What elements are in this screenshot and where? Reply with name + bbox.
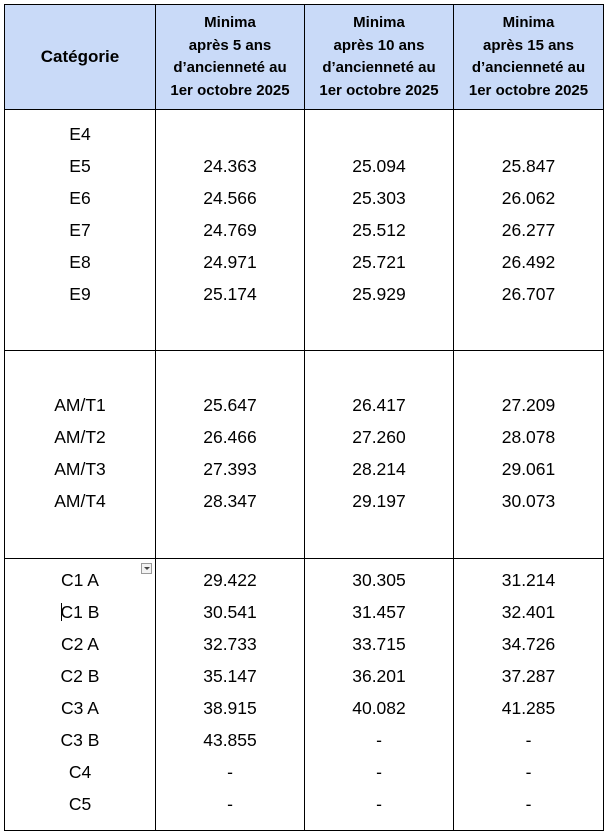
value: 24.363	[203, 156, 257, 176]
value-cell-15-ans[interactable]	[454, 559, 604, 831]
value: 25.303	[352, 188, 406, 208]
group-row-employes	[5, 110, 604, 351]
value-cell-10-ans[interactable]	[305, 351, 454, 559]
header-line: Minima	[204, 14, 256, 31]
value: 25.929	[352, 284, 406, 304]
value: 29.061	[501, 459, 556, 479]
category-label: AM/T4	[54, 491, 106, 511]
value: 34.726	[501, 634, 556, 654]
category-label: AM/T2	[54, 427, 106, 447]
value: -	[525, 794, 532, 814]
header-line: après 5 ans	[188, 36, 272, 54]
value-cell-15-ans[interactable]	[454, 110, 604, 351]
header-row	[5, 5, 604, 110]
category-label: C1 A	[61, 570, 99, 590]
value: 25.647	[203, 395, 257, 415]
category-label-with-cursor	[5, 596, 155, 628]
value-cell-5-ans[interactable]	[156, 351, 305, 559]
value: 38.915	[203, 698, 257, 718]
value: 29.197	[352, 491, 406, 511]
value: 31.457	[352, 602, 406, 622]
dropdown-arrow-icon[interactable]	[141, 563, 152, 574]
header-line: Minima	[502, 14, 555, 31]
value: 37.287	[501, 666, 556, 686]
value-cell-5-ans[interactable]	[156, 559, 305, 831]
category-label: AM/T1	[54, 395, 106, 415]
value: 32.733	[203, 634, 257, 654]
value: 43.855	[203, 730, 257, 750]
value: 25.174	[203, 284, 257, 304]
value: 25.512	[352, 220, 406, 240]
value: 36.201	[352, 666, 406, 686]
value: 41.285	[501, 698, 556, 718]
value: 25.721	[352, 252, 406, 272]
header-col-10-ans[interactable]	[305, 5, 454, 110]
value: 35.147	[203, 666, 257, 686]
value	[454, 118, 603, 150]
header-line: Minima	[353, 14, 405, 31]
header-line: d’ancienneté au	[322, 59, 436, 76]
value: 27.260	[352, 427, 406, 447]
value: 26.062	[501, 188, 556, 208]
value-cell-10-ans[interactable]	[305, 559, 454, 831]
value-cell-10-ans[interactable]	[305, 110, 454, 351]
category-label: C4	[68, 762, 92, 782]
value: 24.971	[203, 252, 257, 272]
category-label: C2 A	[61, 634, 99, 654]
value: 29.422	[203, 570, 257, 590]
value: 26.466	[203, 427, 257, 447]
value: 32.401	[501, 602, 556, 622]
value: 40.082	[352, 698, 406, 718]
value: 28.078	[501, 427, 556, 447]
value: -	[525, 762, 532, 782]
header-line: d’ancienneté au	[173, 59, 287, 76]
value: 26.417	[352, 395, 406, 415]
header-col-5-ans[interactable]	[156, 5, 305, 110]
value: 28.214	[352, 459, 406, 479]
value: 25.847	[501, 156, 556, 176]
value: -	[376, 730, 382, 750]
value: 27.209	[501, 395, 556, 415]
group-row-cadres	[5, 559, 604, 831]
value: 26.707	[501, 284, 556, 304]
category-label: C2 B	[60, 666, 100, 686]
header-col-15-ans[interactable]	[454, 5, 604, 110]
category-cell[interactable]	[5, 110, 156, 351]
header-line: 1er octobre 2025	[319, 81, 439, 99]
header-category[interactable]: Catégorie	[5, 5, 156, 110]
value-cell-5-ans[interactable]	[156, 110, 305, 351]
value: 26.277	[501, 220, 556, 240]
value: 28.347	[203, 491, 257, 511]
category-label: E6	[69, 188, 91, 208]
value-cell-15-ans[interactable]	[454, 351, 604, 559]
category-label: C3 B	[60, 730, 100, 750]
value	[305, 118, 453, 150]
category-label: E7	[69, 220, 91, 240]
header-line: d’ancienneté au	[471, 59, 586, 76]
value: -	[525, 730, 532, 750]
category-label: E8	[69, 252, 91, 272]
category-label: E4	[69, 124, 91, 144]
category-cell[interactable]	[5, 351, 156, 559]
header-line: après 10 ans	[333, 36, 425, 54]
category-label: C1 B	[60, 602, 100, 622]
value: 33.715	[352, 634, 406, 654]
category-label: C5	[68, 794, 92, 814]
minima-table	[4, 4, 604, 831]
value: 30.541	[203, 602, 257, 622]
value: -	[376, 762, 382, 782]
value: -	[227, 762, 233, 782]
category-label: C3 A	[61, 698, 99, 718]
header-line: 1er octobre 2025	[468, 81, 589, 99]
value: 25.094	[352, 156, 406, 176]
value: 27.393	[203, 459, 257, 479]
value: 30.305	[352, 570, 406, 590]
value	[156, 118, 304, 150]
value: 31.214	[501, 570, 556, 590]
value: -	[227, 794, 233, 814]
category-cell[interactable]	[5, 559, 156, 831]
header-line: 1er octobre 2025	[170, 81, 290, 99]
value: -	[376, 794, 382, 814]
value: 30.073	[501, 491, 556, 511]
value: 24.566	[203, 188, 257, 208]
value: 26.492	[501, 252, 556, 272]
header-line: après 15 ans	[483, 36, 574, 54]
group-row-agents-maitrise	[5, 351, 604, 559]
category-label: E5	[69, 156, 91, 176]
category-label: AM/T3	[54, 459, 106, 479]
value: 24.769	[203, 220, 257, 240]
category-label: E9	[69, 284, 91, 304]
